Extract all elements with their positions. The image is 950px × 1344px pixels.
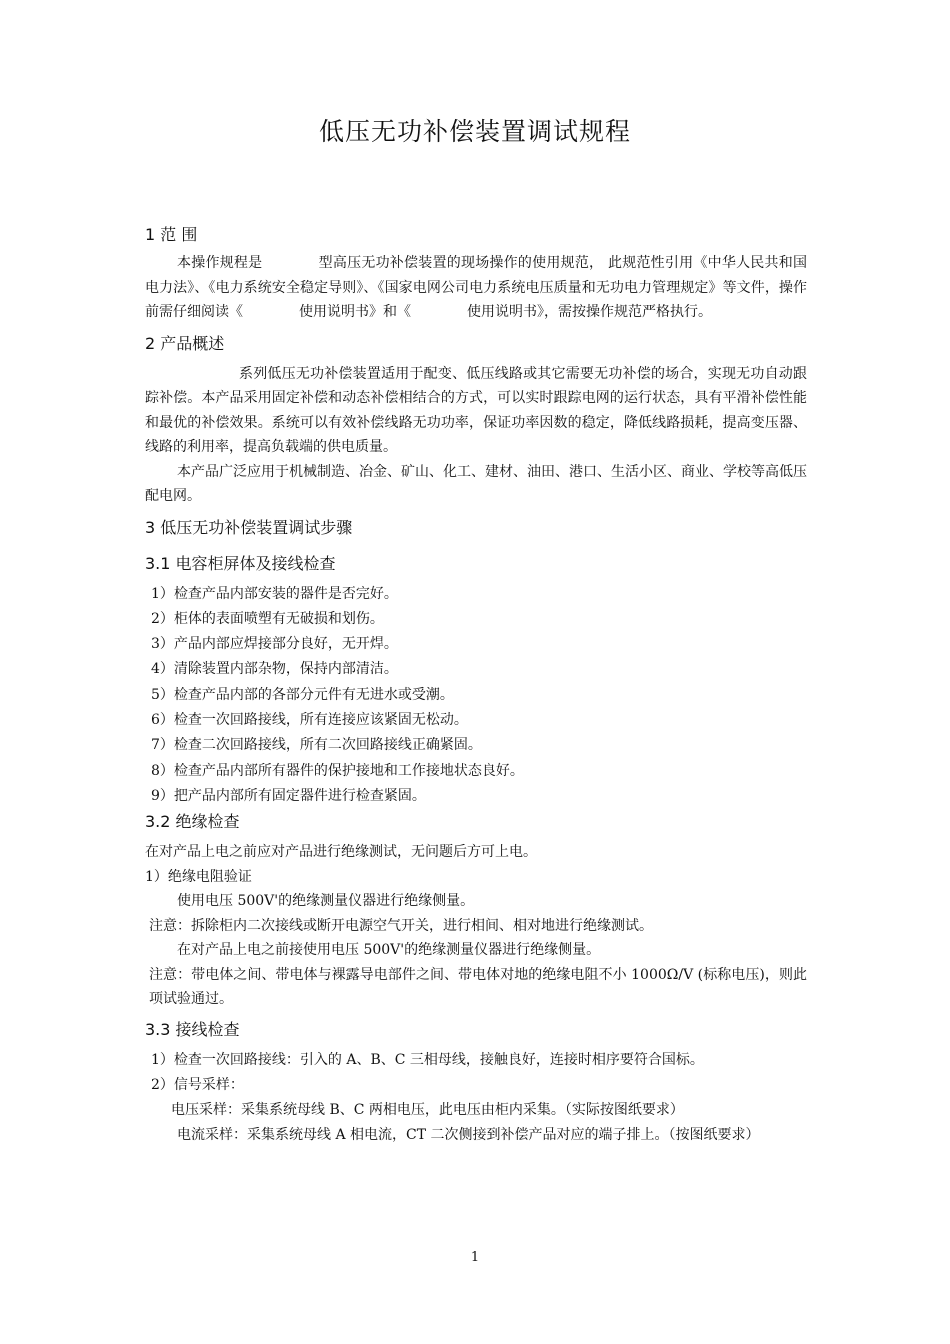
section-3-3-heading: 3.3 接线检查	[145, 1019, 240, 1039]
insulation-line-1: 使用电压 500V'的绝缘测量仪器进行绝缘侧量。	[177, 893, 475, 910]
page-number: 1	[470, 1250, 480, 1265]
insulation-note-2: 注意：带电体之间、带电体与裸露导电部件之间、带电体对地的绝缘电阻不小 1000Ω/V (标称电压)，则此项试验通过。	[149, 966, 807, 1008]
section-3-1-heading: 3.1 电容柜屏体及接线检查	[145, 553, 336, 573]
current-sampling: 电流采样：采集系统母线 A 相电流，CT 二次侧接到补偿产品对应的端子排上。（按图纸要求）	[177, 1126, 760, 1143]
s1-text-a: 本操作规程是	[177, 255, 263, 271]
s1-text-b: 型高压无功补偿装置的现场操作的使用规范， 此规范性引用《中华人民共和国电力法》、《电力系统安全稳定导则》、《国家电网公司电力系统电压质量和无功电力管理规定》等文件，操作前需仔细阅读《	[145, 255, 808, 320]
list-item: 3）产品内部应焊接部分良好，无开焊。	[151, 636, 398, 653]
list-item: 9）把产品内部所有固定器件进行检查紧固。	[151, 787, 426, 804]
voltage-sampling: 电压采样：采集系统母线 B、C 两相电压，此电压由柜内采集。（实际按图纸要求）	[171, 1102, 684, 1119]
insulation-sub-heading: 1）绝缘电阻验证	[145, 868, 252, 885]
section-1-paragraph	[145, 251, 807, 325]
list-item: 4）清除装置内部杂物，保持内部清洁。	[151, 661, 398, 678]
list-item: 2）柜体的表面喷塑有无破损和划伤。	[151, 610, 384, 627]
s1-text-c: 使用说明书》和《	[299, 304, 411, 320]
insulation-intro: 在对产品上电之前应对产品进行绝缘测试，无问题后方可上电。	[145, 844, 537, 861]
list-item: 5）检查产品内部的各部分元件有无进水或受潮。	[151, 686, 454, 703]
list-item: 6）检查一次回路接线，所有连接应该紧固无松动。	[151, 711, 468, 728]
insulation-note-1: 注意：拆除柜内二次接线或断开电源空气开关，进行相间、相对地进行绝缘测试。	[149, 917, 653, 934]
insulation-line-2: 在对产品上电之前接使用电压 500V'的绝缘测量仪器进行绝缘侧量。	[177, 942, 601, 959]
list-item: 1）检查产品内部安装的器件是否完好。	[151, 585, 398, 602]
section-3-2-heading: 3.2 绝缘检查	[145, 812, 240, 832]
wiring-item-2: 2）信号采样：	[151, 1076, 244, 1093]
inspection-list	[145, 582, 807, 810]
s1-text-d: 使用说明书》，需按操作规范严格执行。	[467, 304, 712, 320]
section-2-paragraph-1: 系列低压无功补偿装置适用于配变、低压线路或其它需要无功补偿的场合，实现无功自动跟踪补偿。本产品采用固定补偿和动态补偿相结合的方式，可以实时跟踪电网的运行状态，具有平滑补偿性能和最优的补偿效果。系统可以有效补偿线路无功功率，保证功率因数的稳定，降低线路损耗，提高变压器、线路的利用率，提高负载端的供电质量。	[145, 365, 807, 455]
document-body	[145, 221, 807, 1147]
section-3-heading: 3 低压无功补偿装置调试步骤	[145, 517, 353, 537]
section-1-heading: 1 范 围	[145, 225, 198, 244]
list-item: 7）检查二次回路接线，所有二次回路接线正确紧固。	[151, 737, 482, 754]
list-item: 8）检查产品内部所有器件的保护接地和工作接地状态良好。	[151, 762, 524, 779]
section-2-heading: 2 产品概述	[145, 333, 225, 353]
section-2-paragraph-2: 本产品广泛应用于机械制造、冶金、矿山、化工、建材、油田、港口、生活小区、商业、学校等高低压配电网。	[145, 463, 807, 504]
wiring-item-1: 1）检查一次回路接线：引入的 A、B、C 三相母线，接触良好，连接时相序要符合国标。	[151, 1051, 704, 1068]
document-title: 低压无功补偿装置调试规程	[318, 117, 631, 146]
